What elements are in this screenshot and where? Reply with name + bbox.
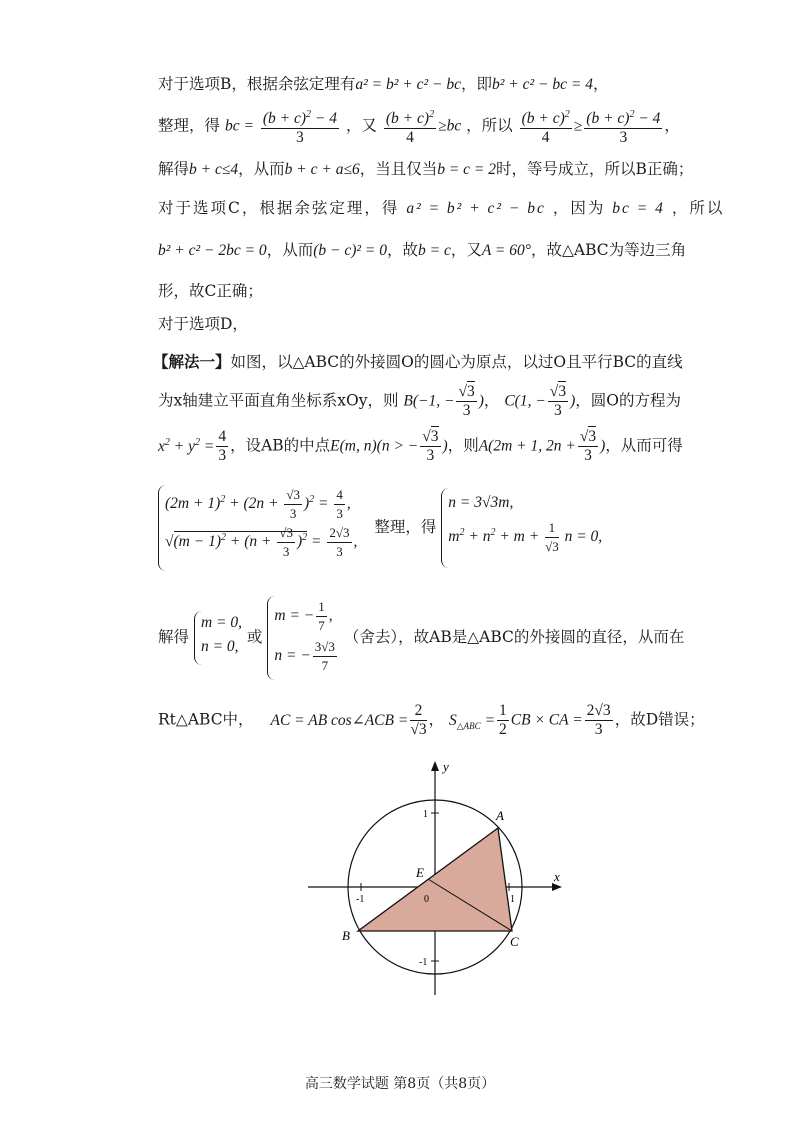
option-d-line-1: 对于选项D， — [158, 315, 248, 333]
option-b-line-1: 对于选项B，根据余弦定理有a² = b² + c² − bc，即b² + c² − bc = 4， — [158, 75, 609, 93]
x-axis-arrow-icon — [552, 883, 562, 891]
option-b-line-2: 整理，得 bc = $\frac{(b + c)^2 - 4}{3}$ ，又 $\frac{(b + c)^2}{4}$ ≥bc ，所以 $\frac{(b + c)^2}{4}$ ≥ $\frac{(b + c)^2 - 4}{3}$ ， — [158, 106, 680, 147]
option-d-line-2: 【解法一】如图，以△ABC的外接圆O的圆心为原点，以过O且平行BC的直线 — [153, 352, 683, 371]
label-y: y — [443, 759, 449, 774]
geometry-figure — [300, 755, 580, 1020]
label-tick-y-neg: -1 — [419, 957, 428, 968]
option-d-line-4: $x^2 + y^2$ = $\frac{4}{3}$ ，设AB的中点E(m, n)(n > − $\frac{√3}{3}$ )，则A(2m + 1, 2n + $\frac{√3}{3}$ )，从而可得 — [158, 428, 683, 464]
label-x: x — [554, 869, 560, 884]
option-c-line-1: 对于选项C，根据余弦定理，得 a² = b² + c² − bc ，因为 bc = 4 ，所以 — [158, 199, 725, 217]
right-triangle-line: Rt△ABC中， AC = AB cos∠ACB = $\frac{2}{√3}$ ， $S_{\triangle ABC}$ = $\frac{1}{2}$ CB × CA = $\frac{2√3}{3}$ ，故D错误； — [158, 702, 705, 738]
y-axis-arrow-icon — [431, 761, 439, 771]
label-c: C — [510, 934, 519, 949]
page-footer: 高三数学试题 第8页（共8页） — [304, 1076, 496, 1092]
option-c-line-2: b² + c² − 2bc = 0，从而(b − c)² = 0，故b = c，又A = 60°，故△ABC为等边三角 — [158, 241, 687, 259]
option-c-line-3: 形，故C正确； — [158, 282, 263, 300]
system-equations: $(2m + 1)^2 + (2n$ + $\frac{√3}{3}$ )$^2$ = $\frac{4}{3}$ , $√(m - 1)^2 + (n$ + $\frac{√3}{3}$ )$^2$ = $\frac{2√3}{3}$ , 整理，得 n = 3√3m, $m^2 + n^2 + m$ + $\frac{1}{√3}$ n = 0, — [158, 485, 602, 571]
label-a: A — [496, 808, 504, 823]
label-b: B — [342, 928, 350, 943]
label-origin: 0 — [424, 894, 429, 905]
label-tick-y-pos: 1 — [423, 809, 428, 820]
label-e: E — [416, 865, 424, 880]
label-tick-x-pos: 1 — [510, 894, 515, 905]
option-b-line-3: 解得b + c≤4，从而b + c + a≤6，当且仅当b = c = 2时，等号成立，所以B正确； — [158, 160, 694, 178]
label-tick-x-neg: -1 — [356, 894, 365, 905]
solutions-line: 解得 m = 0, n = 0, 或 m = − $\frac{1}{7}$ , n = − $\frac{3√3}{7}$ （舍去），故AB是△ABC的外接圆的直径，从而在 — [158, 596, 684, 680]
option-d-line-3: 为x轴建立平面直角坐标系xOy，则 B(−1, − $\frac{√3}{3}$ )， C(1, − $\frac{√3}{3}$ )，圆O的方程为 — [158, 383, 681, 419]
